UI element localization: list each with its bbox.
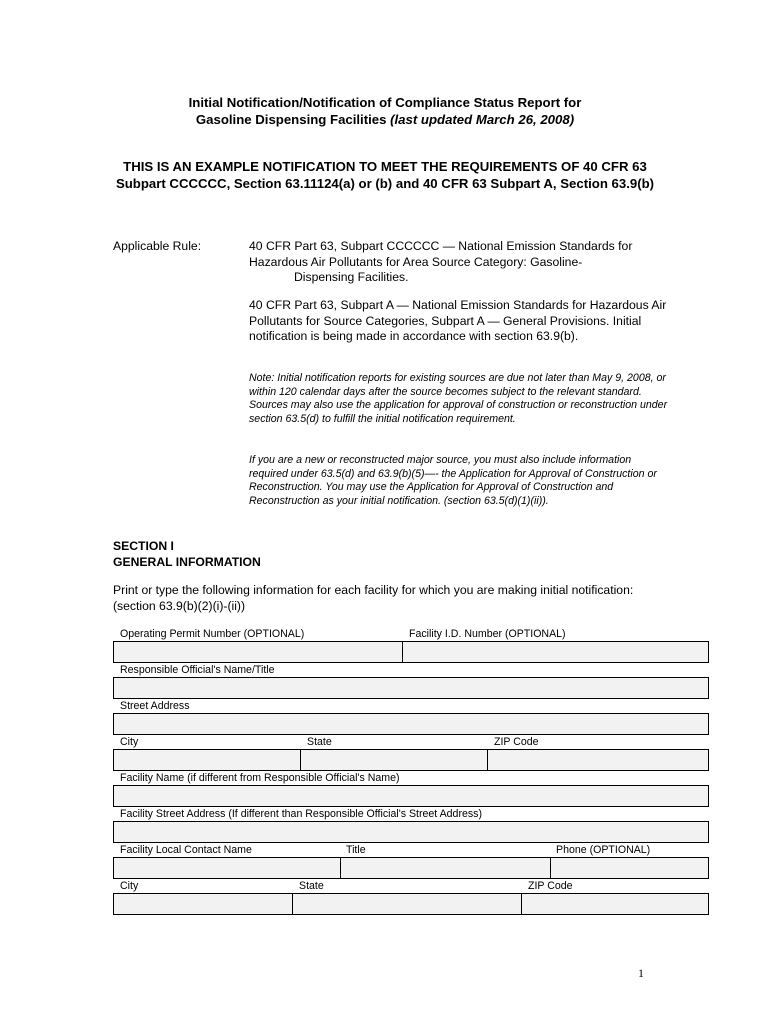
title-label: Title: [346, 844, 366, 856]
note-initial-notification: Note: Initial notification reports for existing sources are due not later than May 9, 2008, or within 120 calendar days after the source becomes subject to the relevant standard. Sources may also use the application for approval of construction or reconstruction under section 63.5(d) to fulfill the initial notification requirement.: [249, 372, 668, 426]
facility-name-field[interactable]: [114, 786, 708, 806]
facility-id-label: Facility I.D. Number (OPTIONAL): [409, 628, 566, 640]
city2-label: City: [120, 880, 139, 892]
responsible-official-row: [113, 677, 709, 699]
section-number: SECTION I: [113, 539, 174, 553]
operating-permit-field[interactable]: [114, 642, 403, 662]
rule-subpart-a: 40 CFR Part 63, Subpart A — National Emission Standards for Hazardous Air Pollutants for Source Categories, Subpart A — General Provisions. Initial notification is being made in accordance with section 63.9(b).: [249, 298, 667, 343]
state2-label: State: [299, 880, 324, 892]
title-field[interactable]: [341, 858, 551, 878]
last-updated-text: (last updated March 26, 2008): [390, 112, 575, 127]
zip2-label: ZIP Code: [528, 880, 573, 892]
city2-field[interactable]: [114, 894, 293, 914]
state2-field[interactable]: [293, 894, 522, 914]
street-address-row: [113, 713, 709, 735]
document-title-line2: [0, 111, 770, 128]
zip2-field[interactable]: [522, 894, 708, 914]
facility-street-label: Facility Street Address (If different than Responsible Official's Street Address): [120, 808, 482, 820]
facility-street-field[interactable]: [114, 822, 708, 842]
responsible-official-label: Responsible Official's Name/Title: [120, 664, 275, 676]
title-line2-text: Gasoline Dispensing Facilities: [195, 112, 391, 127]
rule1-indent-text: Dispensing Facilities.: [294, 270, 409, 284]
facility-contact-label: Facility Local Contact Name: [120, 844, 252, 856]
city-state-zip-row: [113, 749, 709, 771]
rule1-main-text: 40 CFR Part 63, Subpart CCCCCC — National Emission Standards for Hazardous Air Pollutants for Area Source Category: Gasoline-: [249, 239, 633, 269]
note-new-source: If you are a new or reconstructed major source, you must also include information required under 63.5(d) and 63.9(b)(5)—- the Application for Approval of Construction or Reconstruction. You may use the Application for Approval of Construction and Reconstruction as your initial notification. (section 63.5(d)(1)(ii)).: [249, 454, 657, 508]
state-label: State: [307, 736, 332, 748]
phone-label: Phone (OPTIONAL): [556, 844, 651, 856]
facility-street-row: [113, 821, 709, 843]
permit-id-row: [113, 641, 709, 663]
rule-subpart-cccccc: [249, 239, 669, 286]
example-heading: THIS IS AN EXAMPLE NOTIFICATION TO MEET THE REQUIREMENTS OF 40 CFR 63 Subpart CCCCCC, Section 63.11124(a) or (b) and 40 CFR 63 Subpart A, Section 63.9(b): [115, 159, 655, 191]
facility-id-field[interactable]: [403, 642, 708, 662]
facility-contact-field[interactable]: [114, 858, 341, 878]
street-address-field[interactable]: [114, 714, 708, 734]
zip-field[interactable]: [488, 750, 708, 770]
section-instructions: Print or type the following information for each facility for which you are making initial notification: (section 63.9(b)(2)(i)-(ii)): [113, 583, 634, 613]
facility-city-state-zip-row: [113, 893, 709, 915]
city-label: City: [120, 736, 139, 748]
contact-title-phone-row: [113, 857, 709, 879]
applicable-rule-label: Applicable Rule:: [113, 239, 202, 253]
section-title: GENERAL INFORMATION: [113, 555, 261, 569]
section-heading: [113, 538, 261, 570]
operating-permit-label: Operating Permit Number (OPTIONAL): [120, 628, 305, 640]
city-field[interactable]: [114, 750, 301, 770]
responsible-official-field[interactable]: [114, 678, 708, 698]
street-address-label: Street Address: [120, 700, 190, 712]
facility-name-row: [113, 785, 709, 807]
facility-name-label: Facility Name (if different from Responsible Official's Name): [120, 772, 400, 784]
phone-field[interactable]: [551, 858, 708, 878]
state-field[interactable]: [301, 750, 488, 770]
page-number: 1: [638, 966, 644, 980]
document-title-line1: Initial Notification/Notification of Compliance Status Report for: [188, 95, 582, 110]
zip-label: ZIP Code: [494, 736, 539, 748]
